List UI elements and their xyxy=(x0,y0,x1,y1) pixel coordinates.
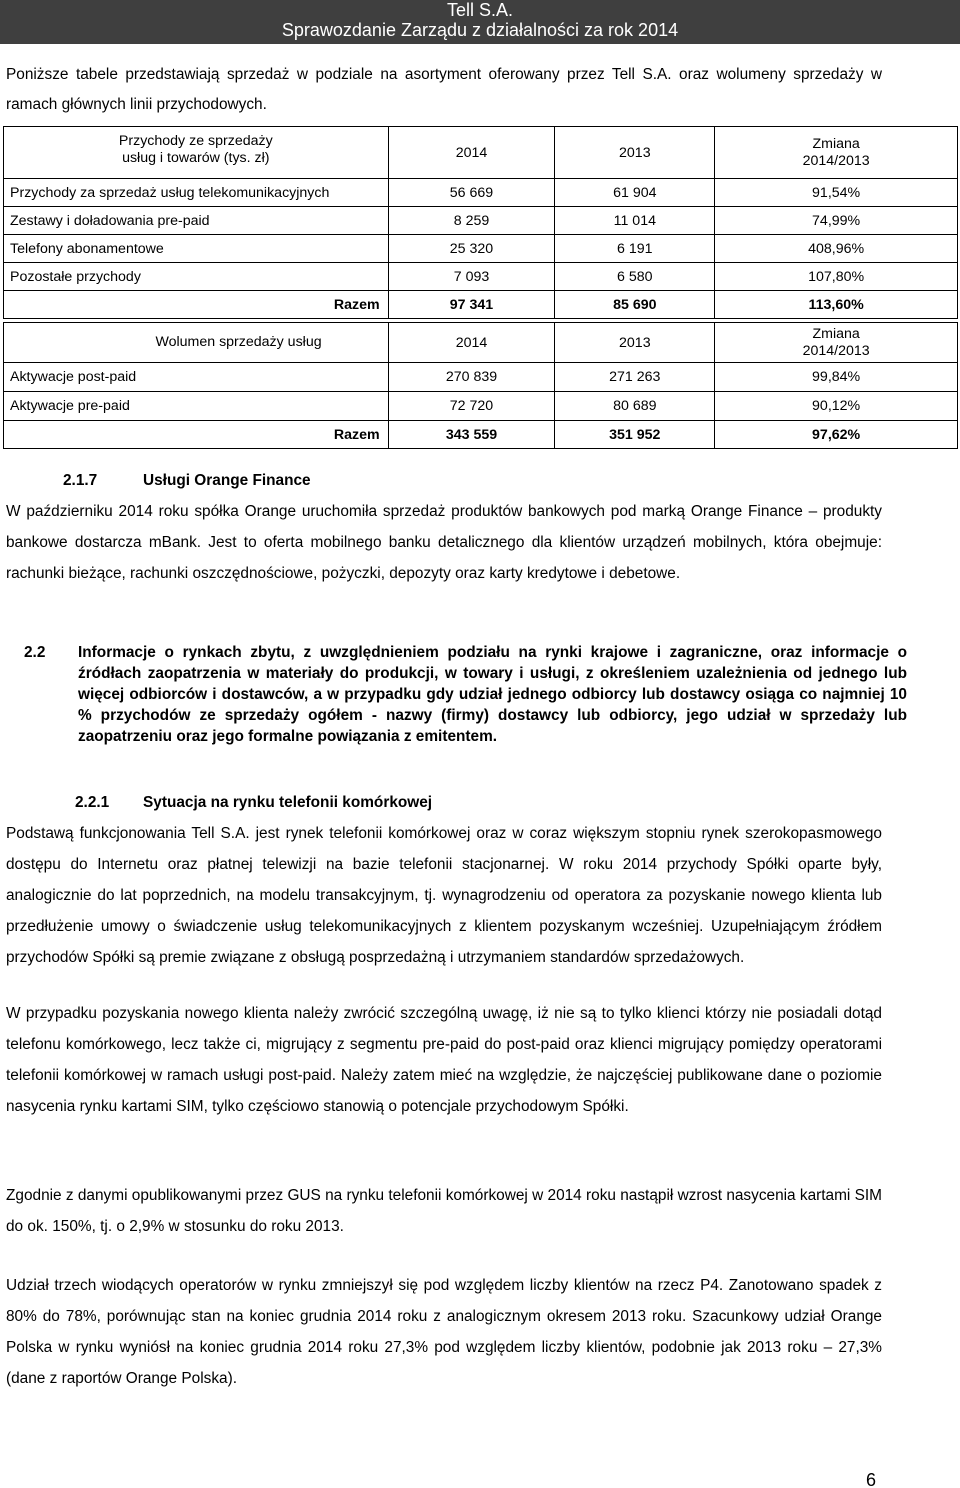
table-row xyxy=(4,235,958,263)
row-2014: 270 839 xyxy=(388,363,555,392)
row-change: 90,12% xyxy=(715,392,958,421)
row-2014: 7 093 xyxy=(388,263,555,291)
section-number: 2.1.7 xyxy=(63,472,98,489)
row-2013: 6 580 xyxy=(555,263,715,291)
table-header-label: Wolumen sprzedaży usług xyxy=(4,323,389,363)
row-change: 408,96% xyxy=(715,235,958,263)
market-paragraph-3: Zgodnie z danymi opublikowanymi przez GUS na rynku telefonii komórkowej w 2014 roku nastąpił wzrost nasycenia kartami SIM do ok. 150%, tj. o 2,9% w stosunku do roku 2013. xyxy=(6,1187,882,1235)
volume-table xyxy=(3,322,958,449)
market-paragraph-1: Podstawą funkcjonowania Tell S.A. jest rynek telefonii komórkowej oraz w coraz większym stopniu rynek szerokopasmowego dostępu do Internetu oraz płatnej telewizji na bazie telefonii stacjonarnej. W roku 2014 przychody Spółki oparte były, analogicznie do lat poprzednich, na modelu transakcyjnym, tj. wynagrodzeniu od operatora za pozyskanie nowego klienta lub przedłużenie umowy o świadczenie usług telekomunikacyjnych z klientem pozyskanym wcześniej. Uzupełniającym źródłem przychodów Spółki są premie związane z obsługą posprzedażną i utrzymaniem standardów sprzedażowych. xyxy=(6,825,882,966)
row-label: Pozostałe przychody xyxy=(4,263,389,291)
table-row xyxy=(4,392,958,421)
row-2014: 25 320 xyxy=(388,235,555,263)
table-total-row xyxy=(4,291,958,319)
table-header-label xyxy=(4,127,389,179)
intro-paragraph: Poniższe tabele przedstawiają sprzedaż w podziale na asortyment oferowany przez Tell S.A. oraz wolumeny sprzedaży w ramach głównych linii przychodowych. xyxy=(6,66,882,113)
row-label: Aktywacje post-paid xyxy=(4,363,389,392)
market-paragraph-2: W przypadku pozyskania nowego klienta należy zwrócić szczególną uwagę, iż nie są to tylko klienci którzy nie posiadali dotąd telefonu komórkowego, lecz także ci, migrujący z segmentu pre-paid do post-paid oraz klienci migrujący pomiędzy operatorami telefonii komórkowej w ramach usługi post-paid. Należy zatem mieć na względzie, że najczęściej publikowane dane o poziomie nasycenia rynku kartami SIM, tylko częściowo stanowią o potencjale przychodowym Spółki. xyxy=(6,1005,882,1115)
total-label: Razem xyxy=(4,291,389,319)
col-change-line: Zmiana xyxy=(812,325,860,342)
section-title: Usługi Orange Finance xyxy=(143,472,311,489)
row-label: Telefony abonamentowe xyxy=(4,235,389,263)
row-2013: 271 263 xyxy=(555,363,715,392)
section-title: Sytuacja na rynku telefonii komórkowej xyxy=(143,794,433,811)
table-row xyxy=(4,179,958,207)
total-label: Razem xyxy=(4,421,389,449)
header-label-line: usług i towarów (tys. zł) xyxy=(122,150,270,166)
row-label: Zestawy i doładowania pre-paid xyxy=(4,207,389,235)
total-2014: 97 341 xyxy=(388,291,555,319)
report-title: Sprawozdanie Zarządu z działalności za rok 2014 xyxy=(281,20,679,40)
col-2013: 2013 xyxy=(555,127,715,179)
total-change: 113,60% xyxy=(715,291,958,319)
row-2013: 11 014 xyxy=(555,207,715,235)
row-label: Aktywacje pre-paid xyxy=(4,392,389,421)
company-name: Tell S.A. xyxy=(446,0,514,20)
row-label: Przychody za sprzedaż usług telekomunikacyjnych xyxy=(4,179,389,207)
row-2014: 56 669 xyxy=(388,179,555,207)
col-change xyxy=(715,323,958,363)
orange-finance-paragraph: W październiku 2014 roku spółka Orange uruchomiła sprzedaż produktów bankowych pod marką Orange Finance – produkty bankowe dostarcza mBank. Jest to oferta mobilnego banku detalicznego dla klientów urządzeń mobilnych, która obejmuje: rachunki bieżące, rachunki oszczędnościowe, pożyczki, depozyty oraz karty kredytowe i debetowe. xyxy=(6,503,882,582)
row-2014: 72 720 xyxy=(388,392,555,421)
row-change: 74,99% xyxy=(715,207,958,235)
table-total-row xyxy=(4,421,958,449)
table-row xyxy=(4,263,958,291)
col-change-line: 2014/2013 xyxy=(802,342,870,359)
row-2014: 8 259 xyxy=(388,207,555,235)
row-2013: 80 689 xyxy=(555,392,715,421)
table-header-row xyxy=(4,127,958,179)
revenue-table xyxy=(3,126,958,319)
col-change-line: 2014/2013 xyxy=(802,152,870,169)
table-row xyxy=(4,363,958,392)
row-change: 91,54% xyxy=(715,179,958,207)
section-number: 2.2 xyxy=(24,644,46,661)
total-2013: 85 690 xyxy=(555,291,715,319)
col-change-line: Zmiana xyxy=(812,135,860,152)
page-number: 6 xyxy=(866,1470,877,1488)
table-header-row xyxy=(4,323,958,363)
total-change: 97,62% xyxy=(715,421,958,449)
header-label-line: Przychody ze sprzedaży xyxy=(118,133,273,149)
market-paragraph-4: Udział trzech wiodących operatorów w rynku zmniejszył się pod względem liczby klientów na rzecz P4. Zanotowano spadek z 80% do 78%, porównując stan na koniec grudnia 2014 roku z analogicznym okresem 2013 roku. Szacunkowy udział Orange Polska w rynku wyniósł na koniec grudnia 2014 roku 27,3% pod względem liczby klientów, podobnie jak 2013 roku – 27,3% (dane z raportów Orange Polska). xyxy=(6,1277,882,1387)
row-2013: 6 191 xyxy=(555,235,715,263)
col-2013: 2013 xyxy=(555,323,715,363)
row-change: 99,84% xyxy=(715,363,958,392)
row-change: 107,80% xyxy=(715,263,958,291)
page-header xyxy=(0,0,960,44)
section-title: Informacje o rynkach zbytu, z uwzględnieniem podziału na rynki krajowe i zagraniczne, oraz informacje o źródłach zaopatrzenia w materiały do produkcji, w towary i usługi, z określeniem uzależnienia od jednego lub więcej odbiorców i dostawców, a w przypadku gdy udział jednego odbiorcy lub dostawcy osiąga co najmniej 10 % przychodów ze sprzedaży ogółem - nazwy (firmy) dostawcy lub odbiorcy, jego udział w sprzedaży lub zaopatrzeniu oraz jego formalne powiązania z emitentem. xyxy=(78,644,907,745)
col-2014: 2014 xyxy=(388,127,555,179)
col-change xyxy=(715,127,958,179)
row-2013: 61 904 xyxy=(555,179,715,207)
total-2014: 343 559 xyxy=(388,421,555,449)
col-2014: 2014 xyxy=(388,323,555,363)
table-row xyxy=(4,207,958,235)
total-2013: 351 952 xyxy=(555,421,715,449)
section-number: 2.2.1 xyxy=(75,794,110,811)
